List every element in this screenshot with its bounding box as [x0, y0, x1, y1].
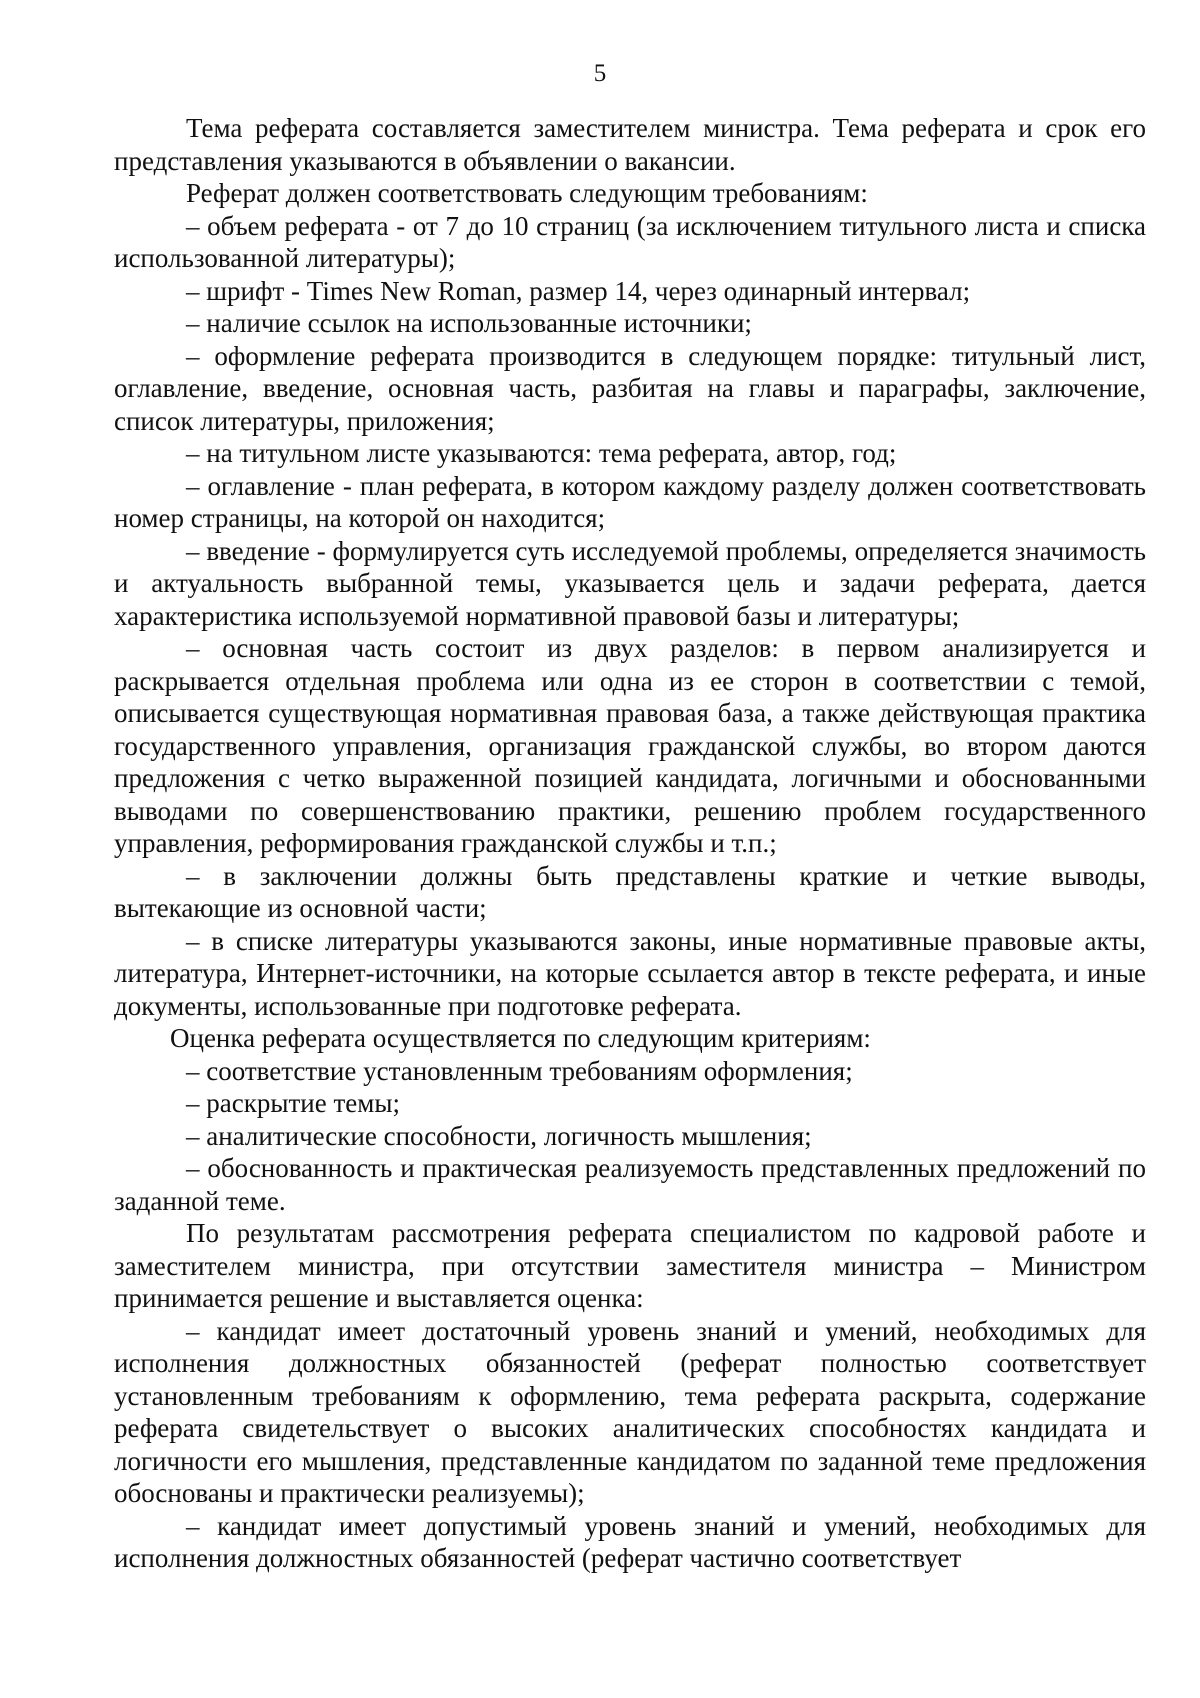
requirement-references: – наличие ссылок на использованные источники;: [186, 308, 752, 338]
requirement-bibliography: – в списке литературы указываются законы, иные нормативные правовые акты, литература, Интернет-источники, на которые ссылается автор в тексте реферата, и иные документы, использованные при подготовке реферата.: [114, 925, 1146, 1021]
requirement-contents: – оглавление - план реферата, в котором каждому разделу должен соответствовать номер страницы, на которой он находится;: [114, 470, 1146, 533]
criterion-topic: – раскрытие темы;: [186, 1088, 400, 1118]
grade-sufficient: – кандидат имеет достаточный уровень знаний и умений, необходимых для исполнения должностных обязанностей (реферат полностью соответствует установленным требованиям к оформлению, тема реферата раскрыта, содержание реферата свидетельствует о высоких аналитических способностях кандидата и логичности его мышления, представленные кандидатом по заданной теме предложения обоснованы и практически реализуемы);: [114, 1315, 1146, 1508]
criterion-feasibility: – обоснованность и практическая реализуемость представленных предложений по заданной теме.: [114, 1153, 1146, 1216]
requirement-order: – оформление реферата производится в следующем порядке: титульный лист, оглавление, введение, основная часть, разбитая на главы и параграфы, заключение, список литературы, приложения;: [114, 340, 1146, 436]
paragraph-decision: По результатам рассмотрения реферата специалистом по кадровой работе и заместителем министра, при отсутствии заместителя министра – Министром принимается решение и выставляется оценка:: [114, 1218, 1146, 1313]
grade-acceptable: – кандидат имеет допустимый уровень знаний и умений, необходимых для исполнения должностных обязанностей (реферат частично соответствует: [114, 1510, 1146, 1573]
paragraph-evaluation-intro: Оценка реферата осуществляется по следующим критериям:: [170, 1023, 871, 1053]
document-body: [114, 112, 1146, 1575]
paragraph-requirements-intro: Реферат должен соответствовать следующим требованиям:: [186, 178, 868, 208]
requirement-title-page: – на титульном листе указываются: тема реферата, автор, год;: [186, 438, 897, 468]
criterion-formatting: – соответствие установленным требованиям оформления;: [186, 1055, 853, 1086]
requirement-main-part: – основная часть состоит из двух разделов: в первом анализируется и раскрывается отдельная проблема или одна из ее сторон в соответствии с темой, описывается существующая нормативная правовая база, а также действующая практика государственного управления, организация гражданской службы, во втором даются предложения с четко выраженной позицией кандидата, логичными и обоснованными выводами по совершенствованию практики, решению проблем государственного управления, реформирования гражданской службы и т.п.;: [114, 633, 1146, 858]
requirement-volume: – объем реферата - от 7 до 10 страниц (за исключением титульного листа и списка использованной литературы);: [114, 210, 1146, 273]
requirement-font: – шрифт - Times New Roman, размер 14, через одинарный интервал;: [186, 275, 971, 306]
requirement-conclusion: – в заключении должны быть представлены краткие и четкие выводы, вытекающие из основной части;: [114, 860, 1146, 923]
paragraph-topic: Тема реферата составляется заместителем министра. Тема реферата и срок его представления указываются в объявлении о вакансии.: [114, 113, 1146, 176]
page-number: 5: [593, 60, 607, 87]
requirement-introduction: – введение - формулируется суть исследуемой проблемы, определяется значимость и актуальность выбранной темы, указывается цель и задачи реферата, дается характеристика используемой нормативной правовой базы и литературы;: [114, 535, 1146, 631]
criterion-analytics: – аналитические способности, логичность мышления;: [186, 1120, 812, 1151]
